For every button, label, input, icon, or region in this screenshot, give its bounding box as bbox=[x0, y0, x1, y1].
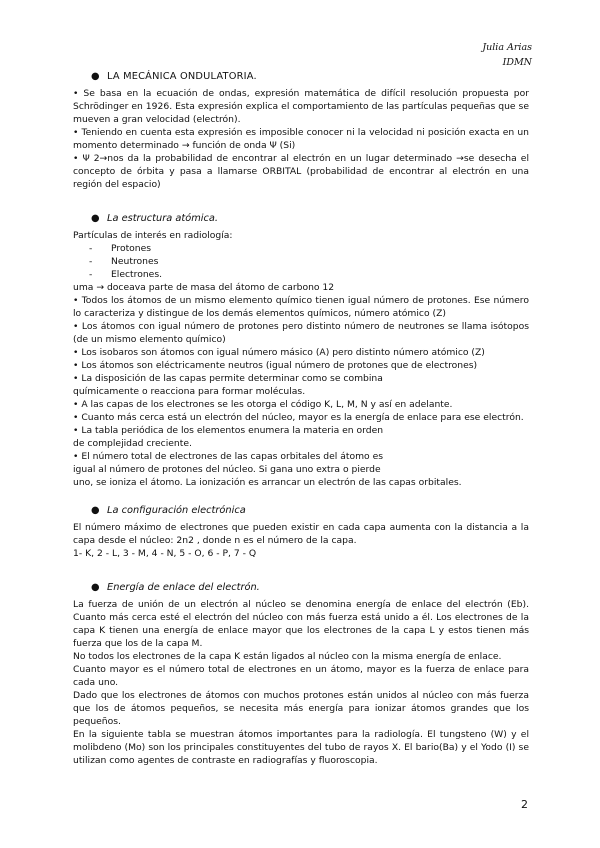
paragraph: 1- K, 2 - L, 3 - M, 4 - N, 5 - O, 6 - P, 7 - Q bbox=[73, 548, 257, 559]
section-heading-estructura bbox=[91, 212, 529, 226]
paragraph: uno, se ioniza el átomo. La ionización es arrancar un electrón de las capas orbitales. bbox=[73, 477, 462, 488]
section-title: La estructura atómica. bbox=[107, 213, 218, 224]
document-body bbox=[73, 70, 529, 767]
paragraph: Cuanto mayor es el número total de electrones en un átomo, mayor es la fuerza de enlace para cada uno. bbox=[73, 664, 529, 688]
paragraph: • Los isobaros son átomos con igual número másico (A) pero distinto número atómico (Z) bbox=[73, 347, 485, 358]
bullet-icon: ● bbox=[91, 71, 100, 82]
paragraph: • La disposición de las capas permite determinar como se combina bbox=[73, 373, 383, 384]
paragraph: • Teniendo en cuenta esta expresión es imposible conocer ni la velocidad ni posición exacta en un momento determinado → función de onda Ψ (Si) bbox=[73, 127, 529, 151]
bullet-icon: ● bbox=[91, 582, 100, 593]
course-code: IDMN bbox=[502, 57, 532, 68]
paragraph: La fuerza de unión de un electrón al núcleo se denomina energía de enlace del electrón (Eb). Cuanto más cerca esté el electrón del núcleo con más fuerza está unido a él. Los electrones de la capa K tienen una energía de enlace mayor que los electrones de la capa L y estos tienen más fuerza que los de la capa M. bbox=[73, 599, 529, 649]
paragraph: El número máximo de electrones que pueden existir en cada capa aumenta con la distancia a la capa desde el núcleo: 2n2 , donde n es el número de la capa. bbox=[73, 522, 529, 546]
paragraph: • A las capas de los electrones se les otorga el código K, L, M, N y así en adelante. bbox=[73, 399, 453, 410]
paragraph: igual al número de protones del núcleo. Si gana uno extra o pierde bbox=[73, 464, 381, 475]
paragraph: Dado que los electrones de átomos con muchos protones están unidos al núcleo con más fuerza que los de átomos pequeños, se necesita más energía para ionizar átomos grandes que los pequeños. bbox=[73, 690, 529, 727]
list-item: - Neutrones bbox=[89, 256, 159, 267]
paragraph: • Todos los átomos de un mismo elemento químico tienen igual número de protones. Ese número lo caracteriza y distingue de los demás elementos químicos, número atómico (Z) bbox=[73, 295, 529, 319]
paragraph: • Los átomos con igual número de protones pero distinto número de neutrones se llama isótopos (de un mismo elemento químico) bbox=[73, 321, 529, 345]
paragraph: • Cuanto más cerca está un electrón del núcleo, mayor es la energía de enlace para ese electrón. bbox=[73, 412, 524, 423]
author-name: Julia Arias bbox=[482, 42, 532, 53]
paragraph: • La tabla periódica de los elementos enumera la materia en orden bbox=[73, 425, 384, 436]
section-heading-configuracion bbox=[91, 504, 529, 518]
paragraph: químicamente o reacciona para formar moléculas. bbox=[73, 386, 306, 397]
list-item: - Protones bbox=[89, 243, 152, 254]
section-title: LA MECÁNICA ONDULATORIA. bbox=[107, 71, 257, 82]
section-heading-energia bbox=[91, 581, 529, 595]
section-title: Energía de enlace del electrón. bbox=[107, 582, 260, 593]
paragraph: • Se basa en la ecuación de ondas, expresión matemática de difícil resolución propuesta por Schrödinger en 1926. Esta expresión explica el comportamiento de las partículas pequeñas que se mueven a gran velocidad (electrón). bbox=[73, 88, 529, 125]
paragraph: • Ψ 2→nos da la probabilidad de encontrar al electrón en un lugar determinado →se desecha el concepto de órbita y pasa a llamarse ORBITAL (probabilidad de encontrar al electrón en una región del espacio) bbox=[73, 153, 529, 190]
paragraph: • Los átomos son eléctricamente neutros (igual número de protones que de electrones) bbox=[73, 360, 478, 371]
page-number: 2 bbox=[521, 798, 528, 811]
paragraph: Partículas de interés en radiología: bbox=[73, 230, 233, 241]
paragraph: • El número total de electrones de las capas orbitales del átomo es bbox=[73, 451, 384, 462]
paragraph: No todos los electrones de la capa K están ligados al núcleo con la misma energía de enlace. bbox=[73, 651, 502, 662]
bullet-icon: ● bbox=[91, 505, 100, 516]
list-item: - Electrones. bbox=[89, 269, 163, 280]
paragraph: de complejidad creciente. bbox=[73, 438, 192, 449]
section-title: La configuración electrónica bbox=[107, 505, 246, 516]
bullet-icon: ● bbox=[91, 213, 100, 224]
paragraph: uma → doceava parte de masa del átomo de carbono 12 bbox=[73, 282, 335, 293]
particle-list bbox=[73, 242, 529, 281]
page-header bbox=[482, 40, 532, 70]
paragraph: En la siguiente tabla se muestran átomos importantes para la radiología. El tungsteno (W) y el molibdeno (Mo) son los principales constituyentes del tubo de rayos X. El bario(Ba) y el Yodo (I) se utilizan como agentes de contraste en radiografías y fluoroscopia. bbox=[73, 729, 529, 766]
section-heading-mecanica bbox=[91, 70, 529, 84]
